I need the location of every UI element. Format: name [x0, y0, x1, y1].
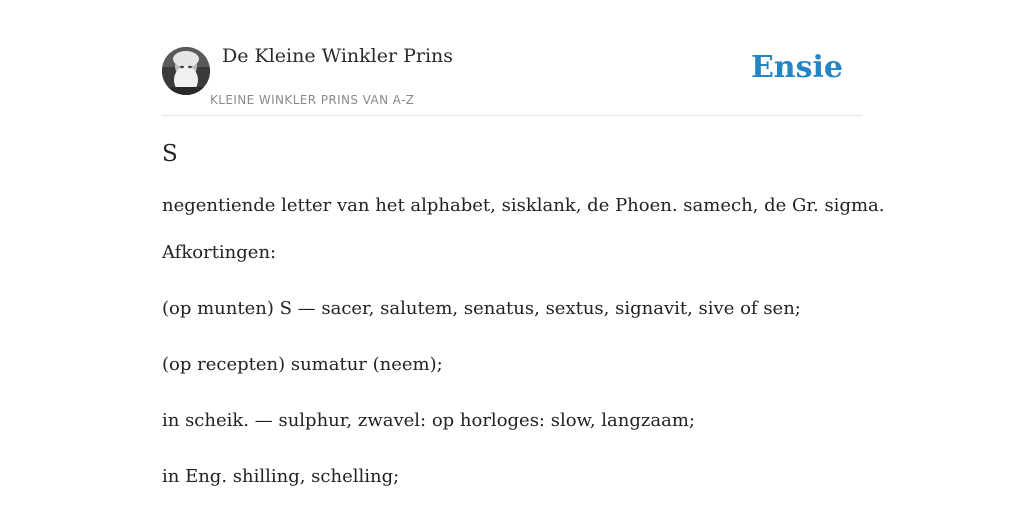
book-subtitle-link[interactable]: KLEINE WINKLER PRINS VAN A-Z: [210, 93, 415, 107]
entry-paragraph: (op recepten) sumatur (neem);: [162, 354, 443, 375]
book-title-link[interactable]: De Kleine Winkler Prins: [222, 45, 454, 67]
entry-paragraph: negentiende letter van het alphabet, sisklank, de Phoen. samech, de Gr. sigma.: [162, 195, 885, 216]
site-header: [162, 0, 862, 116]
author-avatar[interactable]: [162, 47, 210, 95]
entry-paragraph: in scheik. — sulphur, zwavel: op horloges: slow, langzaam;: [162, 410, 695, 431]
avatar-portrait-icon: [162, 47, 210, 95]
brand-logo[interactable]: Ensie: [750, 50, 843, 85]
entry-title: S: [162, 141, 178, 167]
entry-paragraph: (op munten) S — sacer, salutem, senatus, sextus, signavit, sive of sen;: [162, 298, 801, 319]
content-container: [162, 0, 885, 487]
entry-paragraph: Afkortingen:: [162, 242, 277, 263]
entry-paragraph: in Eng. shilling, schelling;: [162, 466, 400, 487]
